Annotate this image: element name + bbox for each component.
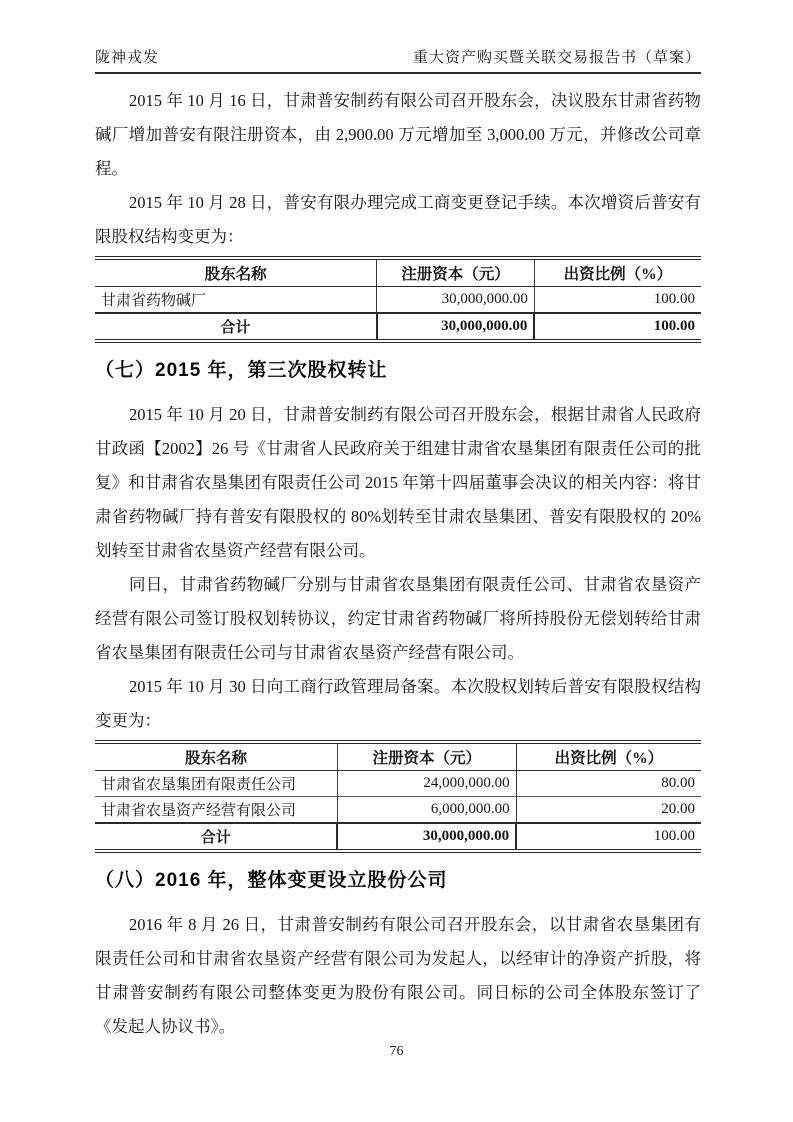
registered-capital-cell: 6,000,000.00 xyxy=(337,797,516,824)
table-total-row xyxy=(95,313,701,341)
column-header-contribution-ratio: 出资比例（%） xyxy=(516,742,701,771)
column-header-registered-capital: 注册资本（元） xyxy=(337,742,516,771)
column-header-shareholder: 股东名称 xyxy=(95,258,377,287)
paragraph-capital-increase: 2015 年 10 月 16 日，甘肃普安制药有限公司召开股东会，决议股东甘肃省药物碱厂增加普安有限注册资本，由 2,900.00 万元增加至 3,000.00 万元，并修改公司章程。 xyxy=(95,91,701,178)
document-body xyxy=(95,84,701,1044)
shareholder-name-cell: 甘肃省药物碱厂 xyxy=(95,287,377,314)
paragraph-registration-change: 2015 年 10 月 28 日，普安有限办理完成工商变更登记手续。本次增资后普安有限股权结构变更为： xyxy=(95,193,701,246)
registered-capital-cell: 24,000,000.00 xyxy=(337,771,516,797)
column-header-shareholder: 股东名称 xyxy=(95,742,337,771)
paragraph-overall-restructuring: 2016 年 8 月 26 日，甘肃普安制药有限公司召开股东会，以甘肃省农垦集团有限责任公司和甘肃省农垦资产经营有限公司为发起人，以经审计的净资产折股，将甘肃普安制药有限公司整体变更为股份有限公司。同日标的公司全体股东签订了《发起人协议书》。 xyxy=(95,915,701,1036)
table-row xyxy=(95,771,701,797)
paragraph-transfer-resolution: 2015 年 10 月 20 日，甘肃普安制药有限公司召开股东会，根据甘肃省人民政府甘政函【2002】26 号《甘肃省人民政府关于组建甘肃省农垦集团有限责任公司的批复》和甘肃省农垦集团有限责任公司 2015 年第十四届董事会决议的相关内容：将甘肃省药物碱厂持有普安有限股权的 80%划转至甘肃农垦集团、普安有限股权的 20%划转至甘肃省农垦资产经营有限公司。 xyxy=(95,405,701,560)
column-header-registered-capital: 注册资本（元） xyxy=(377,258,535,287)
shareholder-name-cell: 甘肃省农垦资产经营有限公司 xyxy=(95,797,337,824)
table-header-row xyxy=(95,258,701,287)
ratio-cell: 80.00 xyxy=(516,771,701,797)
table-row xyxy=(95,287,701,314)
total-label-cell: 合计 xyxy=(95,823,337,851)
registered-capital-cell: 30,000,000.00 xyxy=(377,287,535,314)
shareholder-name-cell: 甘肃省农垦集团有限责任公司 xyxy=(95,771,337,797)
table-row xyxy=(95,797,701,824)
equity-structure-table-after-increase xyxy=(95,256,701,343)
ratio-cell: 100.00 xyxy=(534,287,701,314)
paragraph-filing: 2015 年 10 月 30 日向工商行政管理局备案。本次股权划转后普安有限股权结构变更为： xyxy=(95,677,701,730)
total-capital-cell: 30,000,000.00 xyxy=(337,823,516,851)
total-ratio-cell: 100.00 xyxy=(516,823,701,851)
section-heading-8: （八）2016 年，整体变更设立股份公司 xyxy=(95,870,448,891)
total-label-cell: 合计 xyxy=(95,313,377,341)
header-left-title: 陇神戎发 xyxy=(95,50,160,66)
total-ratio-cell: 100.00 xyxy=(534,313,701,341)
equity-structure-table-after-transfer xyxy=(95,740,701,853)
table-total-row xyxy=(95,823,701,851)
running-header xyxy=(95,46,701,74)
paragraph-transfer-agreement: 同日，甘肃省药物碱厂分别与甘肃省农垦集团有限责任公司、甘肃省农垦资产经营有限公司签订股权划转协议，约定甘肃省药物碱厂将所持股份无偿划转给甘肃省农垦集团有限责任公司与甘肃省农垦资产经营有限公司。 xyxy=(95,575,701,662)
column-header-contribution-ratio: 出资比例（%） xyxy=(534,258,701,287)
total-capital-cell: 30,000,000.00 xyxy=(377,313,535,341)
page-number: 76 xyxy=(389,1044,404,1059)
ratio-cell: 20.00 xyxy=(516,797,701,824)
header-right-title: 重大资产购买暨关联交易报告书（草案） xyxy=(412,50,701,66)
table-header-row xyxy=(95,742,701,771)
section-heading-7: （七）2015 年，第三次股权转让 xyxy=(95,360,388,381)
